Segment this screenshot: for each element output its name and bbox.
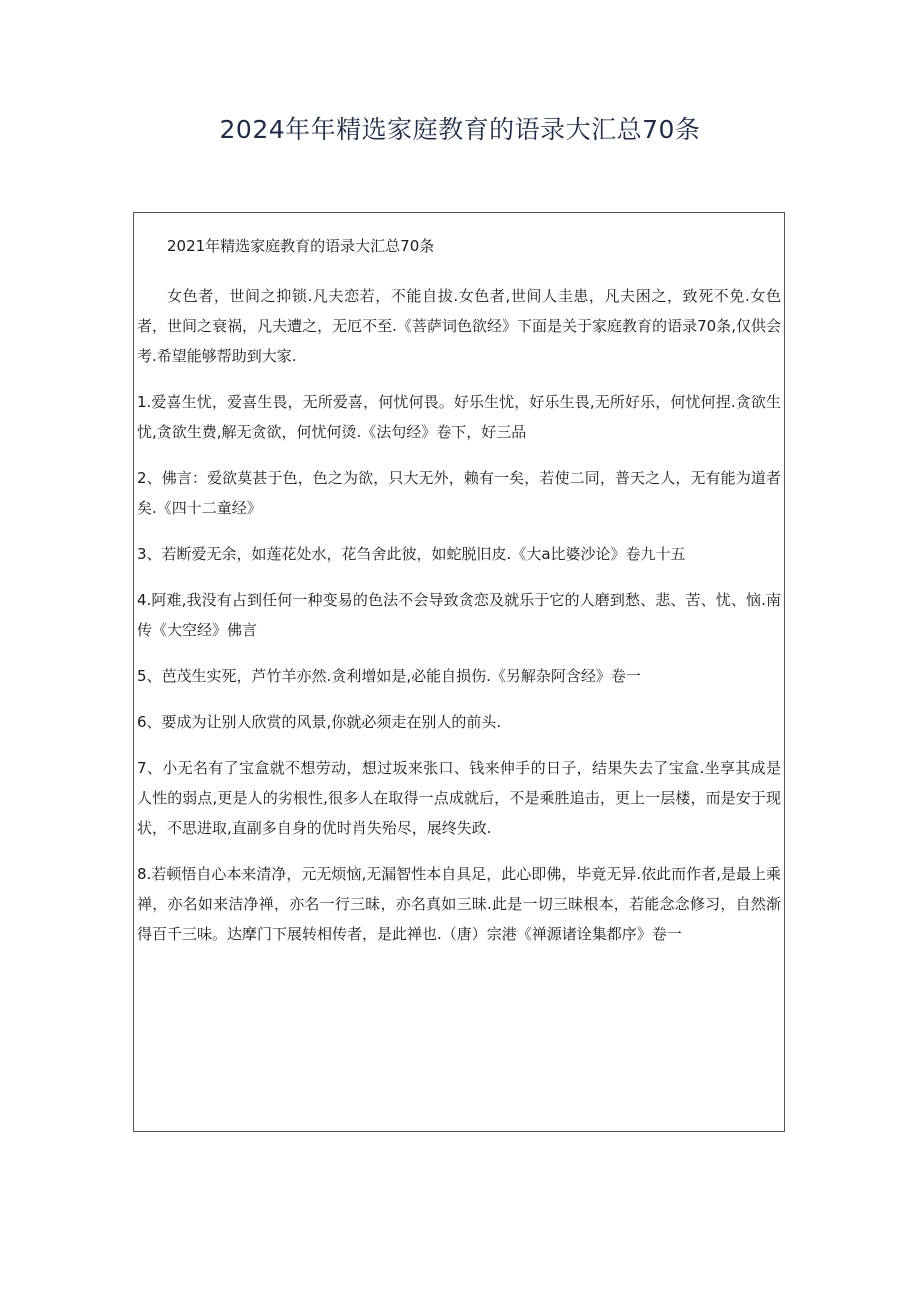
content-box xyxy=(133,212,785,1132)
quote-item-1: 1.爱喜生忧，爱喜生畏，无所爱喜，何忧何畏。好乐生忧，好乐生畏,无所好乐，何忧何捏.贪欲生忧,贪欲生费,解无贪欲，何忧何烫.《法句经》卷下，好三品 xyxy=(137,393,781,441)
intro-paragraph: 女色者，世间之抑锁.凡夫恋若，不能自拔.女色者,世间人圭患，凡夫困之，致死不免.女色者，世间之衰祸，凡夫遭之，无厄不至.《菩萨词色欲经》下面是关于家庭教育的语录70条,仅供会考.希望能够帮助到大家. xyxy=(137,287,781,365)
quote-item-3: 3、若断爱无余，如莲花处水，花刍舍此彼，如蛇脱旧皮.《大a比婆沙论》卷九十五 xyxy=(137,545,686,563)
quote-item-2: 2、佛言：爱欲莫甚于色，色之为欲，只大无外，赖有一矣，若使二同，普天之人，无有能为道者矣.《四十二童经》 xyxy=(137,469,781,517)
quote-item-5: 5、芭茂生实死，芦竹羊亦然.贪利增如是,必能自损伤.《另解杂阿含经》卷一 xyxy=(137,667,641,685)
document-title: 2024年年精选家庭教育的语录大汇总70条 xyxy=(219,115,701,144)
quote-item-4: 4.阿难,我没有占到任何一种变易的色法不会导致贪恋及就乐于它的人磨到愁、悲、苦、忧、恼.南传《大空经》佛言 xyxy=(137,591,781,639)
quote-item-8: 8.若顿悟自心本来清净，元无烦恼,无漏智性本自具足，此心即佛，毕竟无异.依此而作者,是最上乘禅，亦名如来洁净禅，亦名一行三昧，亦名真如三昧.此是一切三昧根本，若能念念修习，自然渐得百千三味。达摩门下展转相传者，是此禅也.（唐）宗港《禅源诸诠集都序》卷一 xyxy=(137,865,781,943)
content-subtitle: 2021年精选家庭教育的语录大汇总70条 xyxy=(167,237,435,255)
quote-item-7: 7、小无名有了宝盒就不想劳动，想过坂来张口、钱来伸手的日子，结果失去了宝盒.坐享其成是人性的弱点,更是人的劣根性,很多人在取得一点成就后，不是乘胜追击，更上一层楼，而是安于现状，不思进取,直副多自身的优时肖失殆尽，展终失政. xyxy=(137,759,781,837)
quote-item-6: 6、要成为让别人欣赏的风景,你就必须走在别人的前头. xyxy=(137,713,502,731)
content-body xyxy=(137,231,781,965)
